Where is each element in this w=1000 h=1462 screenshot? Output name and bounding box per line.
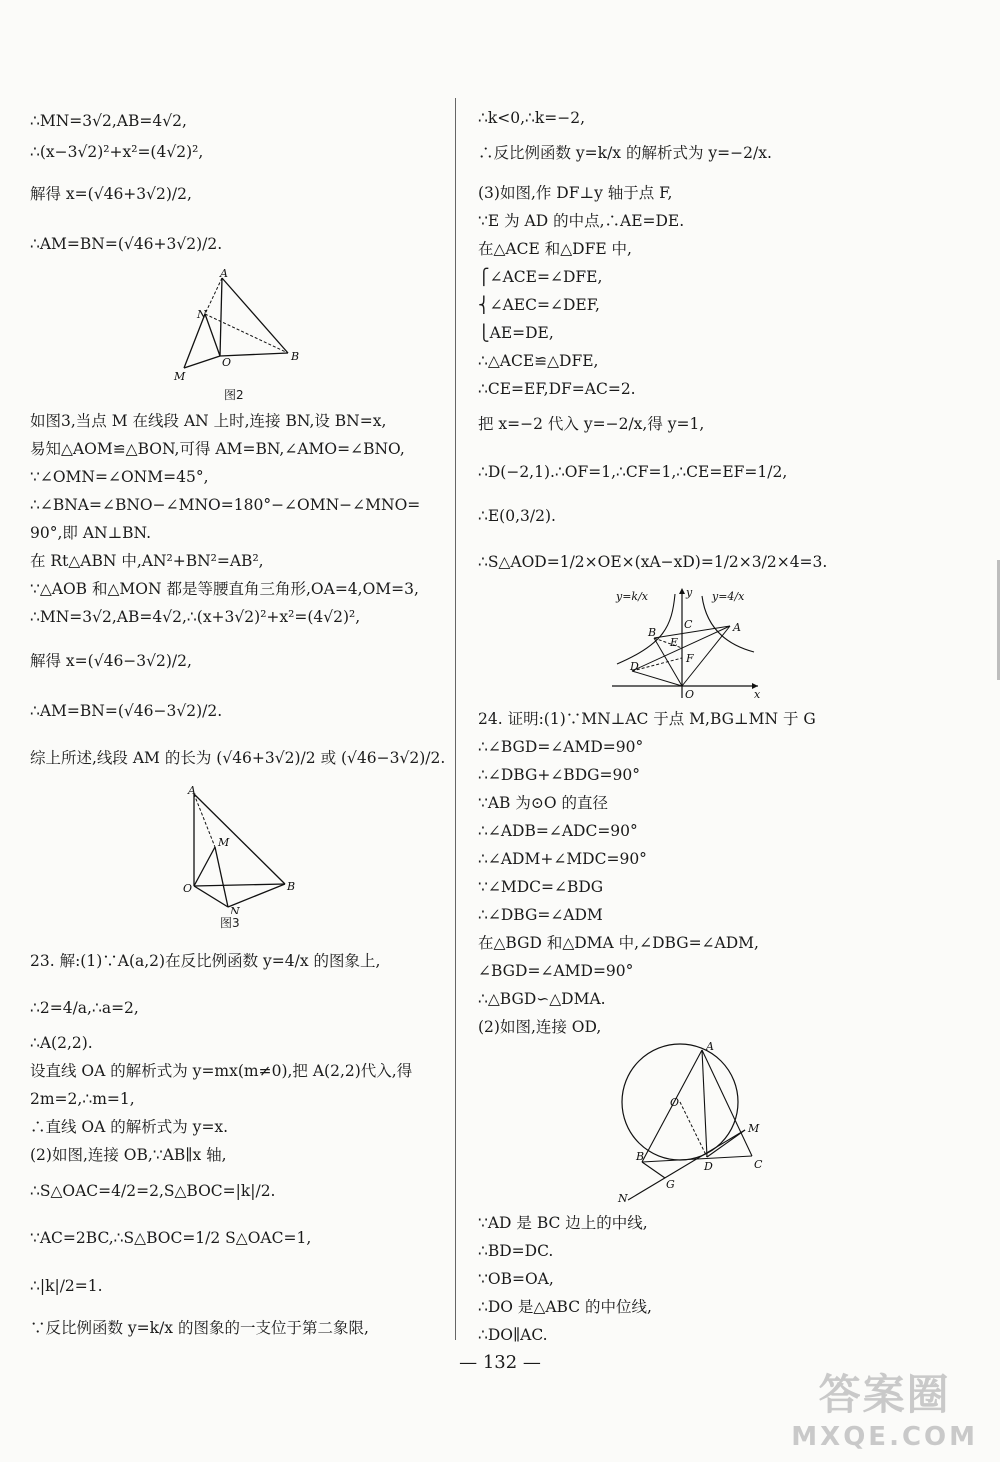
figure-3-caption: 图3 [220,916,240,930]
text-line: ∴∠DBG+∠BDG=90° [478,766,640,784]
text-line: 如图3,当点 M 在线段 AN 上时,连接 BN,设 BN=x, [30,412,387,430]
text-line: 90°,即 AN⊥BN. [30,524,152,542]
text-line: ∴MN=3√2,AB=4√2, [30,112,187,130]
svg-text:C: C [754,1158,763,1171]
text-line: 2m=2,∴m=1, [30,1090,135,1108]
text-line: ∴∠ADB=∠ADC=90° [478,822,638,840]
text-line: (3)如图,作 DF⊥y 轴于点 F, [478,184,673,202]
text-line: 24. 证明:(1)∵MN⊥AC 于点 M,BG⊥MN 于 G [478,710,816,728]
text-line: ⎧∠ACE=∠DFE, [478,268,603,286]
text-line: ∴反比例函数 y=k/x 的解析式为 y=−2/x. [478,144,772,162]
svg-text:y=4/x: y=4/x [712,590,745,603]
figure-2-caption: 图2 [224,388,244,402]
text-line: ∴S△AOD=1/2×OE×(xA−xD)=1/2×3/2×4=3. [478,553,828,571]
text-line: ∴A(2,2). [30,1034,93,1052]
text-line: ∴k<0,∴k=−2, [478,109,586,127]
svg-text:B: B [291,350,300,363]
svg-text:C: C [684,618,693,631]
text-line: ∴BD=DC. [478,1242,554,1260]
text-line: 解得 x=(√46+3√2)/2, [30,185,192,203]
svg-text:x: x [754,688,761,701]
svg-text:N: N [230,905,240,914]
svg-text:B: B [648,626,657,639]
text-line: ∵AC=2BC,∴S△BOC=1/2 S△OAC=1, [30,1229,312,1247]
text-line: ⎨∠AEC=∠DEF, [478,296,600,314]
svg-text:M: M [174,370,186,383]
text-line: ∴MN=3√2,AB=4√2,∴(x+3√2)²+x²=(4√2)², [30,608,361,626]
text-line: ∴∠BNA=∠BNO−∠MNO=180°−∠OMN−∠MNO= [30,496,421,514]
svg-text:N: N [197,308,207,321]
text-line: ∴∠BGD=∠AMD=90° [478,738,644,756]
svg-text:M: M [748,1122,760,1135]
figure-2 [170,268,320,402]
text-line: ∴S△OAC=4/2=2,S△BOC=|k|/2. [30,1182,276,1200]
text-line: ∵∠MDC=∠BDG [478,878,604,896]
text-line: ∴D(−2,1).∴OF=1,∴CF=1,∴CE=EF=1/2, [478,463,788,481]
function-graph [612,586,762,705]
text-line: 解得 x=(√46−3√2)/2, [30,652,192,670]
text-line: ∵△AOB 和△MON 都是等腰直角三角形,OA=4,OM=3, [30,580,419,598]
text-line: 在△ACE 和△DFE 中, [478,240,632,258]
text-line: 23. 解:(1)∵A(a,2)在反比例函数 y=4/x 的图象上, [30,952,381,970]
text-line: ∴DO 是△ABC 的中位线, [478,1298,652,1316]
svg-text:A: A [188,784,196,797]
figure-3 [180,784,310,930]
svg-text:M: M [218,836,230,849]
svg-text:D: D [630,660,639,673]
figure-2-diagram [170,268,320,388]
svg-text:O: O [670,1096,680,1109]
text-line: ∴AM=BN=(√46+3√2)/2. [30,235,223,253]
text-line: ∴2=4/a,∴a=2, [30,999,139,1017]
text-line: ∴AM=BN=(√46−3√2)/2. [30,702,223,720]
text-line: ∵反比例函数 y=k/x 的图象的一支位于第二象限, [30,1319,369,1337]
text-line: 易知△AOM≌△BON,可得 AM=BN,∠AMO=∠BNO, [30,440,405,458]
watermark-chinese: 答案圈 [818,1370,951,1419]
text-line: 在 Rt△ABN 中,AN²+BN²=AB², [30,552,264,570]
text-line: 在△BGD 和△DMA 中,∠DBG=∠ADM, [478,934,759,952]
svg-text:O: O [685,688,695,701]
svg-text:G: G [666,1178,675,1191]
text-line: ∴△BGD∽△DMA. [478,990,606,1008]
text-line: ∴直线 OA 的解析式为 y=x. [30,1118,229,1136]
text-line: ∵OB=OA, [478,1270,554,1288]
svg-text:A: A [706,1040,714,1053]
text-line: ⎩AE=DE, [478,324,554,342]
text-line: 把 x=−2 代入 y=−2/x,得 y=1, [478,415,705,433]
text-line: (2)如图,连接 OD, [478,1018,602,1036]
svg-text:y: y [686,586,693,599]
svg-text:N: N [618,1192,628,1205]
svg-text:B: B [636,1150,645,1163]
svg-text:E: E [670,636,679,649]
text-line: ∴E(0,3/2). [478,507,556,525]
page-number: — 132 — [459,1352,541,1373]
text-line: ∴△ACE≌△DFE, [478,352,599,370]
text-line: 综上所述,线段 AM 的长为 (√46+3√2)/2 或 (√46−3√2)/2. [30,749,446,767]
text-line: ∴(x−3√2)²+x²=(4√2)², [30,143,204,161]
text-line: ∵∠OMN=∠ONM=45°, [30,468,209,486]
circle-figure-diagram [612,1030,782,1210]
svg-text:A: A [733,621,741,634]
text-line: ∠BGD=∠AMD=90° [478,962,634,980]
svg-text:y=k/x: y=k/x [616,590,649,603]
column-divider [455,98,456,1340]
text-line: ∴CE=EF,DF=AC=2. [478,380,636,398]
text-line: ∵AD 是 BC 边上的中线, [478,1214,648,1232]
svg-text:B: B [287,880,296,893]
watermark-url: MXQE.COM [791,1422,978,1452]
svg-text:O: O [222,356,232,369]
text-line: ∴∠DBG=∠ADM [478,906,603,924]
text-line: ∴∠ADM+∠MDC=90° [478,850,647,868]
text-line: (2)如图,连接 OB,∵AB∥x 轴, [30,1146,227,1164]
function-graph-diagram [612,586,762,701]
svg-text:D: D [704,1160,713,1173]
text-line: ∴DO∥AC. [478,1326,548,1344]
circle-figure [612,1030,782,1214]
text-line: ∵AB 为⊙O 的直径 [478,794,608,812]
watermark-logo [791,1362,978,1452]
text-line: ∵E 为 AD 的中点,∴AE=DE. [478,212,685,230]
text-line: 设直线 OA 的解析式为 y=mx(m≠0),把 A(2,2)代入,得 [30,1062,413,1080]
text-line: ∴|k|/2=1. [30,1277,103,1295]
svg-text:A: A [220,268,228,280]
svg-text:O: O [183,882,193,895]
figure-3-diagram [180,784,310,914]
svg-text:F: F [686,652,694,665]
